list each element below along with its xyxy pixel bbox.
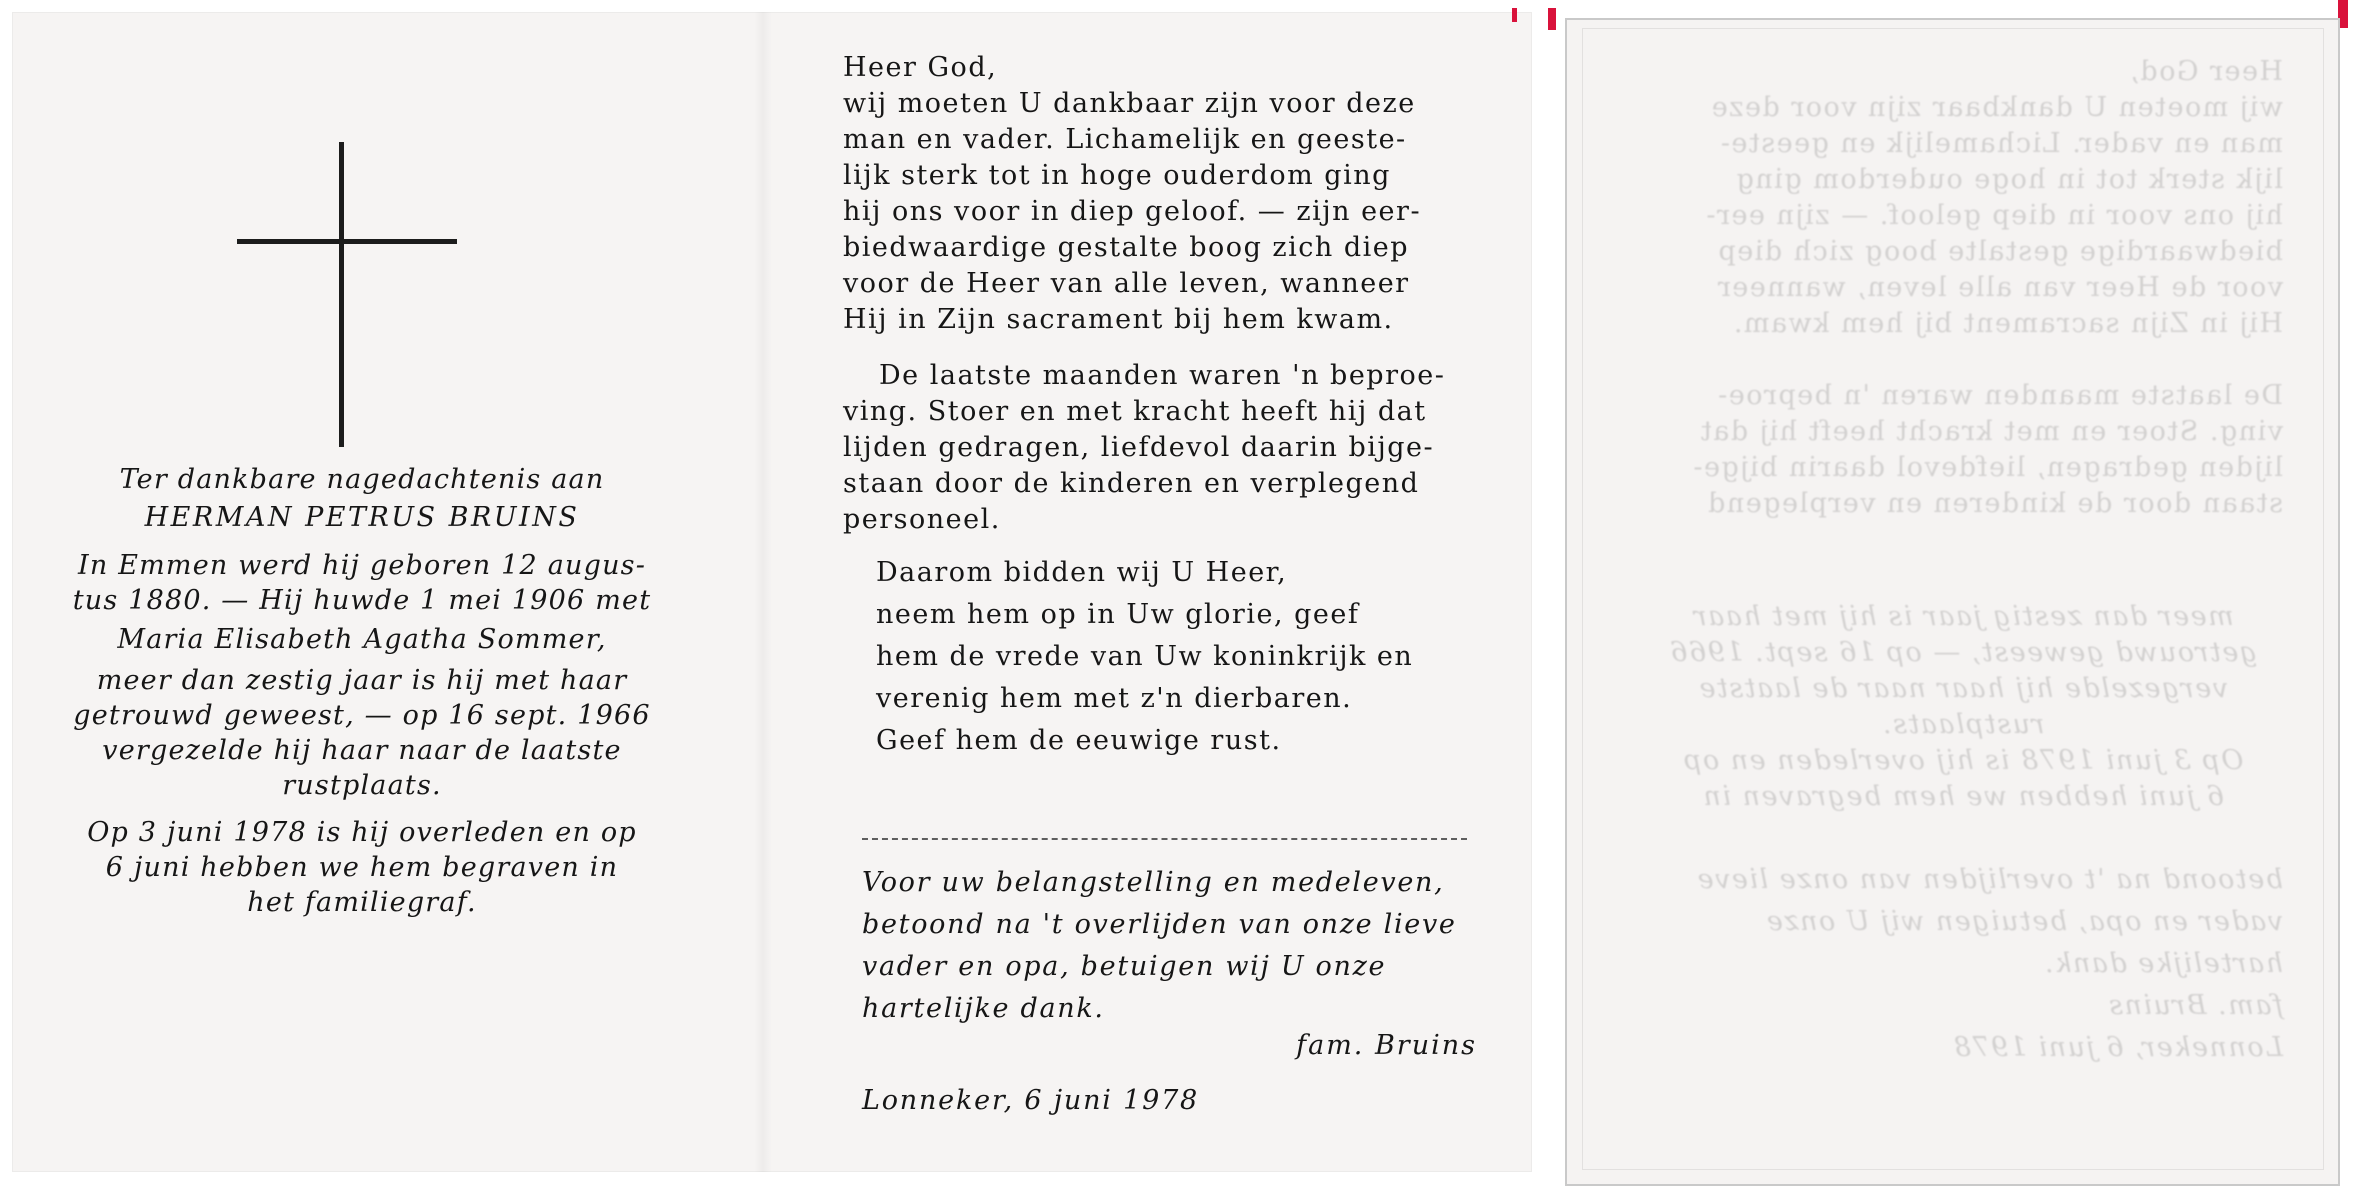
family-signature: fam. Bruins xyxy=(1296,1030,1477,1061)
ghost-line: lijk sterk tot in hoge ouderdom ging xyxy=(1735,164,2283,195)
para2-line: lijden gedragen, liefdevol daarin bijge- xyxy=(843,432,1435,463)
cross-horizontal-bar xyxy=(237,239,457,244)
ghost-line: vergezelde hij haar naar de laatste xyxy=(1698,673,2228,704)
red-edge-mark xyxy=(1512,8,1517,22)
ghost-line: Lonneker, 6 juni 1978 xyxy=(1952,1032,2283,1063)
thanks-line: vader en opa, betuigen wij U onze xyxy=(862,951,1387,982)
prayer-line: hem de vrede van Uw koninkrijk en xyxy=(876,641,1414,672)
thanks-line: betoond na 't overlijden van onze lieve xyxy=(862,909,1457,940)
spouse-name: Maria Elisabeth Agatha Sommer, xyxy=(117,624,607,655)
ghost-line: Heer God, xyxy=(2128,56,2283,87)
marriage-line-1: meer dan zestig jaar is hij met haar xyxy=(96,665,628,696)
divider-rule xyxy=(862,838,1467,840)
cross-icon xyxy=(237,142,457,447)
ghost-line: ving. Stoer en met kracht heeft hij dat xyxy=(1699,416,2283,447)
birth-line-1: In Emmen werd hij geboren 12 augus- xyxy=(77,550,647,581)
ghost-line: De laatste maanden waren 'n beproe- xyxy=(1716,380,2283,411)
para1-line: Hij in Zijn sacrament bij hem kwam. xyxy=(843,304,1394,335)
prayer-verse xyxy=(843,552,1483,762)
ghost-line: getrouwd geweest, — op 16 sept. 1966 xyxy=(1668,637,2258,668)
ghost-line: rustplaats. xyxy=(1881,709,2045,740)
para2-line: staan door de kinderen en verplegend xyxy=(843,468,1420,499)
ghost-line: betoond na 't overlijden van onze lieve xyxy=(1696,864,2283,895)
para1-line: lijk sterk tot in hoge ouderdom ging xyxy=(843,160,1391,191)
ghost-line: Hij in Zijn sacrament bij hem kwam. xyxy=(1732,308,2283,339)
thanks-text xyxy=(862,862,1477,1030)
prayer-line: Daarom bidden wij U Heer, xyxy=(876,557,1288,588)
deceased-name: HERMAN PETRUS BRUINS xyxy=(144,502,580,533)
back-page-inner-frame xyxy=(1582,28,2324,1170)
show-through-text xyxy=(1583,29,2323,1169)
ghost-line: Op 3 juni 1978 is hij overleden en op xyxy=(1682,745,2244,776)
ghost-line: lijden gedragen, liefdevol daarin bijge- xyxy=(1691,452,2283,483)
ghost-line: hartelijke dank. xyxy=(2043,948,2283,979)
ghost-line: staan door de kinderen en verplegend xyxy=(1706,488,2283,519)
prayer-line: neem hem op in Uw glorie, geef xyxy=(876,599,1360,630)
ghost-paragraph xyxy=(1643,54,2283,522)
greeting: Heer God, xyxy=(843,52,998,83)
middle-panel xyxy=(772,12,1532,1172)
ghost-thanks xyxy=(1643,859,2283,1069)
birth-line-2: tus 1880. — Hij huwde 1 mei 1906 met xyxy=(72,585,652,616)
ghost-line: fam. Bruins xyxy=(2107,990,2283,1021)
left-panel xyxy=(12,12,752,1172)
para1-line: hij ons voor in diep geloof. — zijn eer- xyxy=(843,196,1422,227)
paragraph-1 xyxy=(843,86,1483,338)
marriage-line-2: getrouwd geweest, — op 16 sept. 1966 xyxy=(73,700,651,731)
para1-line: biedwaardige gestalte boog zich diep xyxy=(843,232,1410,263)
card-sheet xyxy=(12,12,1532,1172)
ghost-line: voor de Heer van alle leven, wanneer xyxy=(1716,272,2283,303)
ghost-line: man en vader. Lichamelijk en geeste- xyxy=(1719,128,2283,159)
memorial-text xyxy=(32,462,692,920)
para1-line: voor de Heer van alle leven, wanneer xyxy=(843,268,1410,299)
thanks-line: Voor uw belangstelling en medeleven, xyxy=(862,867,1445,898)
death-block xyxy=(32,815,692,920)
cross-vertical-bar xyxy=(339,142,344,447)
back-page xyxy=(1565,18,2340,1186)
ghost-line: biedwaardige gestalte boog zich diep xyxy=(1716,236,2283,267)
prayer-line: Geef hem de eeuwige rust. xyxy=(876,725,1282,756)
red-edge-mark xyxy=(1548,8,1556,30)
ghost-line: hij ons voor in diep geloof. — zijn eer- xyxy=(1704,200,2283,231)
paragraph-2 xyxy=(843,358,1483,538)
place-date: Lonneker, 6 juni 1978 xyxy=(862,1085,1200,1116)
ghost-line: meer dan zestig jaar is hij met haar xyxy=(1692,601,2234,632)
para1-line: man en vader. Lichamelijk en geeste- xyxy=(843,124,1407,155)
ghost-line: vader en opa, betuigen wij U onze xyxy=(1765,906,2283,937)
ghost-line: wij moeten U dankbaar zijn voor deze xyxy=(1710,92,2283,123)
para2-line: De laatste maanden waren 'n beproe- xyxy=(879,360,1446,391)
card-fold xyxy=(754,12,772,1172)
prayer-line: verenig hem met z'n dierbaren. xyxy=(876,683,1353,714)
marriage-line-3: vergezelde hij haar naar de laatste xyxy=(102,735,622,766)
para2-line: personeel. xyxy=(843,504,1001,535)
death-line-2: 6 juni hebben we hem begraven in xyxy=(105,852,619,883)
prayer-text xyxy=(843,50,1483,762)
para2-line: ving. Stoer en met kracht heeft hij dat xyxy=(843,396,1427,427)
death-line-3: het familiegraf. xyxy=(247,887,477,918)
marriage-line-4: rustplaats. xyxy=(282,770,442,801)
thanks-line: hartelijke dank. xyxy=(862,993,1105,1024)
birth-marriage-block xyxy=(32,548,692,803)
ghost-line: 6 juni hebben we hem begraven in xyxy=(1701,781,2225,812)
para1-line: wij moeten U dankbaar zijn voor deze xyxy=(843,88,1416,119)
ghost-memorial xyxy=(1643,599,2283,815)
memorial-intro: Ter dankbare nagedachtenis aan xyxy=(119,464,605,495)
death-line-1: Op 3 juni 1978 is hij overleden en op xyxy=(87,817,637,848)
